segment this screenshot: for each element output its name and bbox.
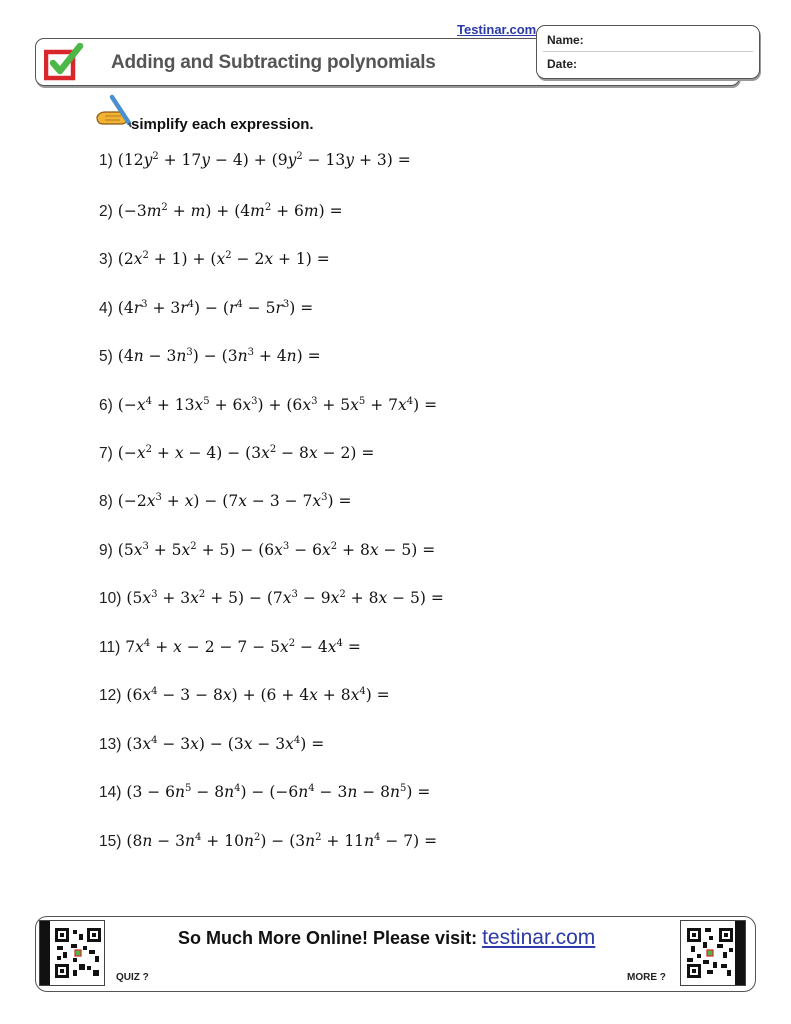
problem-item [99, 782, 430, 803]
footer-message [178, 926, 595, 950]
problem-number: 3) [99, 251, 113, 268]
problem-expression: $(5x^3 + 5x^2 + 5) - (6x^3 - 6x^2 + 8x - 5)$ = [117, 541, 436, 559]
testinar-site-link[interactable]: Testinar.com [457, 22, 537, 37]
more-label: MORE ? [627, 972, 666, 983]
problem-number: 8) [99, 493, 113, 510]
problem-item [99, 540, 435, 561]
problem-item [99, 637, 361, 658]
problem-number: 12) [99, 687, 122, 704]
problem-item [99, 201, 343, 222]
problem-expression: $(6x^4 - 3 - 8x) + (6 + 4x + 8x^4)$ = [126, 686, 390, 704]
problem-number: 14) [99, 784, 122, 801]
problem-expression: $(-x^2 + x - 4) - (3x^2 - 8x - 2)$ = [117, 444, 375, 462]
footer-message-text: So Much More Online! Please visit: [178, 928, 483, 948]
hand-writing-pencil-icon [95, 93, 135, 133]
problem-expression: $(5x^3 + 3x^2 + 5) - (7x^3 - 9x^2 + 8x - 5)$ = [126, 589, 444, 607]
date-field-label[interactable]: Date: [547, 57, 578, 71]
problem-number: 13) [99, 736, 122, 753]
name-date-box [536, 25, 760, 79]
problem-expression: $(4r^3 + 3r^4) - (r^4 - 5r^3)$ = [117, 299, 314, 317]
problem-item [99, 443, 374, 464]
problem-number: 7) [99, 445, 113, 462]
problem-number: 4) [99, 300, 113, 317]
problem-item [99, 734, 324, 755]
checkbox-check-icon [44, 43, 84, 81]
problem-expression: $(4n - 3n^3) - (3n^3 + 4n)$ = [117, 347, 321, 365]
problem-item [99, 588, 444, 609]
problem-expression: $(3 - 6n^5 - 8n^4) - (-6n^4 - 3n - 8n^5)$ = [126, 783, 431, 801]
problem-number: 1) [99, 152, 113, 169]
problem-number: 5) [99, 348, 113, 365]
problem-number: 15) [99, 833, 122, 850]
problem-item [99, 150, 411, 171]
problem-item [99, 395, 437, 416]
problem-item [99, 685, 390, 706]
problem-expression: $(3x^4 - 3x) - (3x - 3x^4)$ = [126, 735, 325, 753]
problem-item [99, 831, 437, 852]
problem-expression: $(12y^2 + 17y - 4) + (9y^2 - 13y + 3)$ = [117, 151, 411, 169]
problem-number: 2) [99, 203, 113, 220]
problem-number: 10) [99, 590, 122, 607]
problem-expression: $(2x^2 + 1) + (x^2 - 2x + 1)$ = [117, 250, 330, 268]
problem-expression: $(-3m^2 + m) + (4m^2 + 6m)$ = [117, 202, 343, 220]
problem-number: 9) [99, 542, 113, 559]
qr-side-strip [735, 921, 745, 985]
problem-expression: $7x^4 + x - 2 - 7 - 5x^2 - 4x^4$ = [125, 638, 361, 656]
problem-expression: $(-x^4 + 13x^5 + 6x^3) + (6x^3 + 5x^5 + 7x^4)$ = [117, 396, 438, 414]
name-date-divider [543, 51, 753, 52]
page-title: Adding and Subtracting polynomials [111, 52, 436, 73]
qr-code-icon [55, 928, 101, 978]
problem-item [99, 298, 313, 319]
more-qr-code[interactable] [680, 920, 746, 986]
problem-item [99, 249, 330, 270]
problem-expression: $(8n - 3n^4 + 10n^2) - (3n^2 + 11n^4 - 7)$ = [126, 832, 438, 850]
name-field-label[interactable]: Name: [547, 33, 584, 47]
problem-number: 6) [99, 397, 113, 414]
quiz-qr-code[interactable] [39, 920, 105, 986]
qr-side-strip [40, 921, 50, 985]
problem-number: 11) [99, 639, 121, 656]
problem-item [99, 491, 351, 512]
footer-testinar-link[interactable]: testinar.com [482, 926, 596, 949]
problem-expression: $(-2x^3 + x) - (7x - 3 - 7x^3)$ = [117, 492, 352, 510]
problem-item [99, 346, 321, 367]
instruction-text: simplify each expression. [131, 116, 314, 133]
quiz-label: QUIZ ? [116, 972, 149, 983]
qr-code-icon [687, 928, 733, 978]
